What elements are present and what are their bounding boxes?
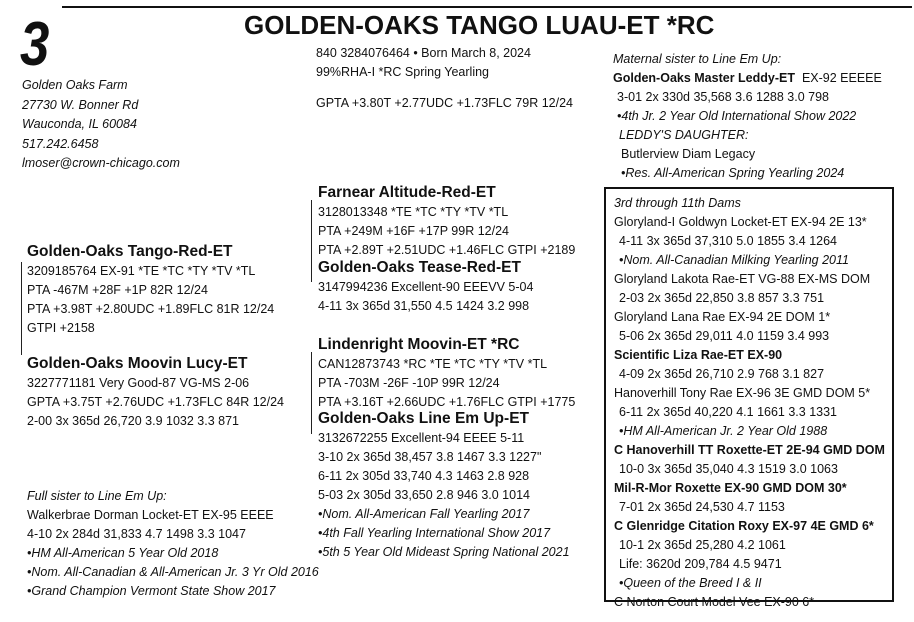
dam-dam-name: Golden-Oaks Line Em Up-ET [318, 410, 529, 427]
dam-name-row: Gloryland-I Goldwyn Locket-ET EX-94 2E 13* [614, 215, 867, 229]
dam-dam-honor: •Nom. All-American Fall Yearling 2017 [318, 507, 530, 521]
pedigree-bracket [311, 352, 312, 434]
dam-honor: •Nom. All-Canadian Milking Yearling 2011 [619, 253, 849, 267]
dam-line: GPTA +3.75T +2.76UDC +1.73FLC 84R 12/24 [27, 395, 284, 409]
sire-line: 3209185764 EX-91 *TE *TC *TY *TV *TL [27, 264, 256, 278]
full-sister-header: Full sister to Line Em Up: [27, 489, 167, 503]
dam-record: Life: 3620d 209,784 4.5 9471 [619, 557, 782, 571]
dam-record: 4-09 2x 365d 26,710 2.9 768 3.1 827 [619, 367, 825, 381]
sire-line: GTPI +2158 [27, 321, 95, 335]
maternal-sister-honor: •4th Jr. 2 Year Old International Show 2022 [617, 109, 857, 123]
dam-name-row: Gloryland Lakota Rae-ET VG-88 EX-MS DOM [614, 272, 871, 286]
dam-dam-record: 5-03 2x 305d 33,650 2.8 946 3.0 1014 [318, 488, 530, 502]
dam-name-row: C Norton Court Model Vee EX-90 6* [614, 595, 815, 609]
dam-rows [614, 213, 885, 612]
consignor-line: Wauconda, IL 60084 [22, 117, 137, 131]
dam-sire-name: Lindenright Moovin-ET *RC [318, 336, 520, 353]
sire-name: Golden-Oaks Tango-Red-ET [27, 243, 233, 260]
page-title: GOLDEN-OAKS TANGO LUAU-ET *RC [244, 10, 715, 40]
full-sister-record: 4-10 2x 284d 31,833 4.7 1498 3.3 1047 [27, 527, 246, 541]
dam-sire-block [318, 335, 575, 412]
lot-number: 3 [20, 10, 48, 79]
daughter-header: LEDDY'S DAUGHTER: [619, 128, 749, 142]
sire-dam-line: 3147994236 Excellent-90 EEEVV 5-04 [318, 280, 534, 294]
sire-sire-line: PTA +249M +16F +17P 99R 12/24 [318, 224, 509, 238]
consignor-line: 27730 W. Bonner Rd [22, 97, 139, 112]
dam-dam-record: 3-10 2x 365d 38,457 3.8 1467 3.3 1227" [318, 450, 542, 464]
dam-dam-block [318, 409, 570, 562]
full-sister-honor: •Nom. All-Canadian & All-American Jr. 3 Yr Old 2016 [27, 565, 319, 579]
consignor-line: Golden Oaks Farm [22, 78, 128, 92]
consignor-line: 517.242.6458 [22, 136, 99, 151]
dam-record: 4-11 3x 365d 37,310 5.0 1855 3.4 1264 [619, 234, 838, 248]
sire-dam-line: 4-11 3x 365d 31,550 4.5 1424 3.2 998 [318, 299, 530, 313]
dam-dam-honor: •4th Fall Yearling International Show 2017 [318, 526, 551, 540]
animal-info [316, 44, 573, 113]
dam-honor: •Queen of the Breed I & II [619, 576, 762, 590]
dam-name-row: Hanoverhill Tony Rae EX-96 3E GMD DOM 5* [614, 386, 871, 400]
dams-box-header: 3rd through 11th Dams [614, 196, 741, 210]
dam-name-row: Scientific Liza Rae-ET EX-90 [614, 348, 783, 362]
sire-dam-block [318, 258, 533, 316]
maternal-sister-name: Golden-Oaks Master Leddy-ET [613, 71, 795, 85]
full-sister-honor: •HM All-American 5 Year Old 2018 [27, 546, 219, 560]
sire-line: PTA -467M +28F +1P 82R 12/24 [27, 283, 208, 297]
full-sister-block [27, 487, 319, 601]
sire-sire-line: 3128013348 *TE *TC *TY *TV *TL [318, 205, 509, 219]
dam-dam-honor: •5th 5 Year Old Mideast Spring National 2021 [318, 545, 570, 559]
sire-sire-name: Farnear Altitude-Red-ET [318, 184, 496, 201]
dams-box-content [614, 194, 885, 612]
dam-name-row: Gloryland Lana Rae EX-94 2E DOM 1* [614, 310, 831, 324]
dam-name: Golden-Oaks Moovin Lucy-ET [27, 355, 248, 372]
header-rule [62, 6, 912, 8]
maternal-sister-block [613, 50, 882, 183]
dam-dam-line: 3132672255 Excellent-94 EEEE 5-11 [318, 431, 525, 445]
pedigree-bracket [21, 262, 22, 355]
dam-record: 7-01 2x 365d 24,530 4.7 1153 [619, 500, 785, 514]
pedigree-bracket [311, 200, 312, 282]
dam-line: 3227771181 Very Good-87 VG-MS 2-06 [27, 376, 250, 390]
dam-record: 6-11 2x 365d 40,220 4.1 1661 3.3 1331 [619, 405, 838, 419]
dam-record: 10-0 3x 365d 35,040 4.3 1519 3.0 1063 [619, 462, 838, 476]
maternal-sister-record: 3-01 2x 330d 35,568 3.6 1288 3.0 798 [617, 90, 829, 104]
consignor-block [22, 76, 180, 174]
dam-name-row: C Hanoverhill TT Roxette-ET 2E-94 GMD DOM [614, 443, 885, 457]
consignor-email: lmoser@crown-chicago.com [22, 156, 180, 170]
full-sister-honor: •Grand Champion Vermont State Show 2017 [27, 584, 276, 598]
animal-genomics: GPTA +3.80T +2.77UDC +1.73FLC 79R 12/24 [316, 96, 573, 110]
sire-line: PTA +3.98T +2.80UDC +1.89FLC 81R 12/24 [27, 302, 275, 316]
animal-id-line: 840 3284076464 • Born March 8, 2024 [316, 46, 531, 60]
animal-line2: 99%RHA-I *RC Spring Yearling [316, 65, 490, 79]
sire-block [27, 242, 274, 338]
dam-honor: •HM All-American Jr. 2 Year Old 1988 [619, 424, 828, 438]
daughter-name: Butlerview Diam Legacy [621, 147, 756, 161]
dam-line: 2-00 3x 365d 26,720 3.9 1032 3.3 871 [27, 414, 239, 428]
full-sister-name: Walkerbrae Dorman Locket-ET EX-95 EEEE [27, 508, 274, 522]
dam-sire-line: CAN12873743 *RC *TE *TC *TY *TV *TL [318, 357, 548, 371]
sire-sire-block [318, 183, 575, 260]
sire-dam-name: Golden-Oaks Tease-Red-ET [318, 259, 521, 276]
dam-name-row: Mil-R-Mor Roxette EX-90 GMD DOM 30* [614, 481, 847, 495]
sire-sire-line: PTA +2.89T +2.51UDC +1.46FLC GTPI +2189 [318, 243, 576, 257]
maternal-sister-classification: EX-92 EEEEE [801, 71, 882, 85]
dam-block [27, 354, 284, 431]
dam-record: 10-1 2x 365d 25,280 4.2 1061 [619, 538, 786, 552]
daughter-honor: •Res. All-American Spring Yearling 2024 [621, 166, 845, 180]
maternal-sister-header: Maternal sister to Line Em Up: [613, 52, 782, 66]
dam-sire-line: PTA +3.16T +2.66UDC +1.76FLC GTPI +1775 [318, 395, 576, 409]
dam-sire-line: PTA -703M -26F -10P 99R 12/24 [318, 376, 500, 390]
dam-dam-record: 6-11 2x 305d 33,740 4.3 1463 2.8 928 [318, 469, 530, 483]
dam-record: 5-06 2x 365d 29,011 4.0 1159 3.4 993 [619, 329, 830, 343]
dam-name-row: C Glenridge Citation Roxy EX-97 4E GMD 6* [614, 519, 874, 533]
dam-record: 2-03 2x 365d 22,850 3.8 857 3.3 751 [619, 291, 825, 305]
